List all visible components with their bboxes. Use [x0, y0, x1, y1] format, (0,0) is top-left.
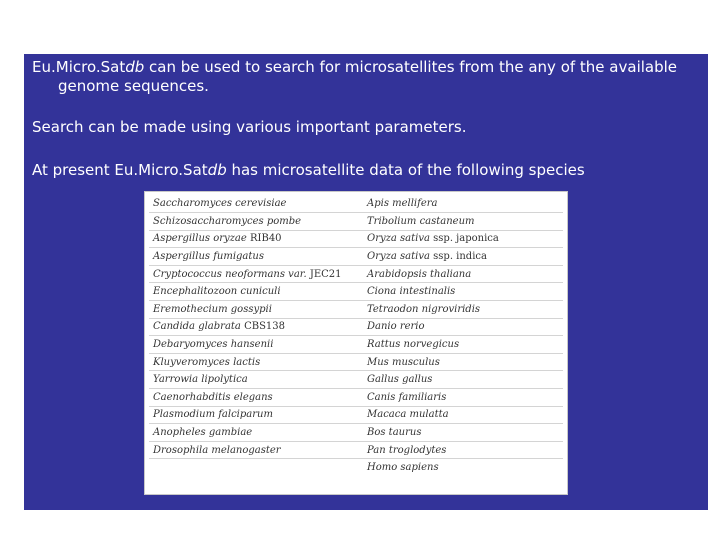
species-row: [149, 213, 563, 231]
species-right-cell: [363, 459, 563, 477]
species-left-cell: [149, 318, 363, 336]
species-row: [149, 248, 563, 266]
species-right-name: Oryza sativa: [367, 251, 430, 263]
species-left-qualifier: RIB40: [246, 233, 282, 245]
slide-panel: [24, 54, 708, 510]
species-row: [149, 406, 563, 424]
species-left-name: Debaryomyces hansenii: [153, 339, 274, 351]
species-row: [149, 195, 563, 213]
species-row: [149, 265, 563, 283]
species-row: [149, 336, 563, 354]
species-right-cell: [363, 424, 563, 442]
species-right-name: Arabidopsis thaliana: [367, 268, 472, 280]
species-right-cell: [363, 301, 563, 319]
species-intro-paragraph: [32, 161, 585, 180]
species-left-name: Encephalitozoon cuniculi: [153, 286, 281, 298]
species-right-cell: [363, 353, 563, 371]
species-left-name: Candida glabrata: [153, 321, 241, 333]
species-right-name: Bos taurus: [367, 427, 422, 439]
species-right-name: Gallus gallus: [367, 374, 433, 386]
species-right-cell: [363, 406, 563, 424]
species-left-cell: [149, 459, 363, 477]
species-intro-prefix: At present Eu.Micro.Sat: [32, 161, 208, 179]
species-left-name: Eremothecium gossypii: [153, 303, 272, 315]
species-right-name: Rattus norvegicus: [367, 339, 460, 351]
species-right-name: Tribolium castaneum: [367, 215, 475, 227]
species-left-cell: [149, 336, 363, 354]
species-row: [149, 318, 563, 336]
species-left-cell: [149, 424, 363, 442]
species-right-name: Macaca mulatta: [367, 409, 449, 421]
species-right-cell: [363, 441, 563, 459]
species-left-name: Caenorhabditis elegans: [153, 391, 273, 403]
species-right-qualifier: ssp. japonica: [429, 233, 499, 245]
species-left-name: Yarrowia lipolytica: [153, 374, 248, 386]
species-row: [149, 301, 563, 319]
species-left-cell: [149, 195, 363, 213]
species-right-cell: [363, 389, 563, 407]
species-left-cell: [149, 441, 363, 459]
species-row: [149, 424, 563, 442]
species-right-cell: [363, 336, 563, 354]
species-intro-rest: has microsatellite data of the following species: [226, 161, 585, 179]
species-right-name: Canis familiaris: [367, 391, 447, 403]
species-row: [149, 230, 563, 248]
species-row: [149, 283, 563, 301]
species-left-cell: [149, 301, 363, 319]
species-right-cell: [363, 195, 563, 213]
species-right-cell: [363, 213, 563, 231]
species-right-name: Danio rerio: [367, 321, 425, 333]
intro-paragraph: [32, 58, 704, 96]
species-left-name: Drosophila melanogaster: [153, 444, 281, 456]
intro-line2: genome sequences.: [58, 77, 209, 95]
species-row: [149, 353, 563, 371]
species-row: [149, 441, 563, 459]
species-right-qualifier: ssp. indica: [429, 251, 487, 263]
species-left-cell: [149, 371, 363, 389]
species-right-name: Tetraodon nigroviridis: [367, 303, 481, 315]
species-left-cell: [149, 265, 363, 283]
species-left-name: Cryptococcus neoformans var.: [153, 268, 307, 280]
species-left-cell: [149, 213, 363, 231]
species-row: [149, 459, 563, 477]
species-right-cell: [363, 230, 563, 248]
species-left-name: Aspergillus fumigatus: [153, 251, 264, 263]
species-table-panel: [144, 191, 568, 495]
species-left-qualifier: CBS138: [240, 321, 286, 333]
species-left-cell: [149, 248, 363, 266]
species-right-name: Homo sapiens: [367, 462, 439, 474]
species-right-name: Pan troglodytes: [367, 444, 447, 456]
species-left-cell: [149, 406, 363, 424]
parameters-paragraph: Search can be made using various important parameters.: [32, 118, 467, 136]
species-right-name: Mus musculus: [367, 356, 440, 368]
species-right-cell: [363, 318, 563, 336]
species-left-name: Aspergillus oryzae: [153, 233, 247, 245]
species-left-name: Saccharomyces cerevisiae: [153, 198, 287, 210]
species-left-cell: [149, 230, 363, 248]
intro-rest: can be used to search for microsatellites from the any of the available: [144, 58, 678, 76]
species-right-cell: [363, 283, 563, 301]
species-left-cell: [149, 353, 363, 371]
species-right-name: Apis mellifera: [367, 198, 438, 210]
species-table: [149, 195, 563, 477]
species-right-name: Oryza sativa: [367, 233, 430, 245]
species-left-name: Anopheles gambiae: [153, 427, 253, 439]
species-right-cell: [363, 248, 563, 266]
species-row: [149, 371, 563, 389]
species-right-cell: [363, 371, 563, 389]
species-row: [149, 389, 563, 407]
species-right-name: Ciona intestinalis: [367, 286, 456, 298]
species-left-cell: [149, 283, 363, 301]
species-left-cell: [149, 389, 363, 407]
species-left-qualifier: JEC21: [306, 268, 342, 280]
species-left-name: Plasmodium falciparum: [153, 409, 273, 421]
species-right-cell: [363, 265, 563, 283]
species-left-name: Schizosaccharomyces pombe: [153, 215, 302, 227]
intro-italic-db: db: [125, 58, 145, 76]
intro-prefix: Eu.Micro.Sat: [32, 58, 126, 76]
species-intro-italic-db: db: [207, 161, 227, 179]
species-left-name: Kluyveromyces lactis: [153, 356, 261, 368]
